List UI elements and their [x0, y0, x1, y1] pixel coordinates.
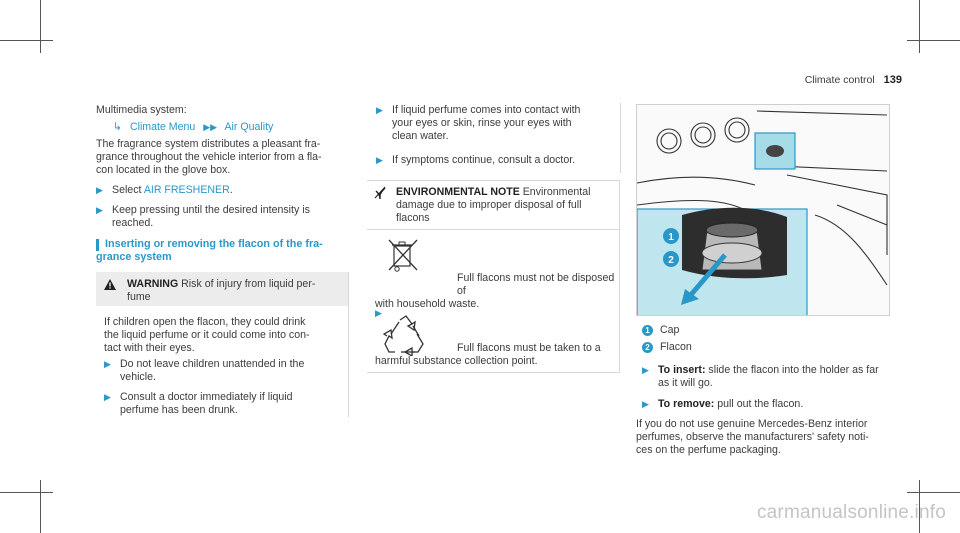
warning-triangle-icon	[104, 279, 116, 294]
flacon-illustration	[637, 105, 890, 316]
environment-label: ENVIRONMENTAL NOTE	[396, 186, 520, 198]
bin-text	[375, 272, 615, 311]
step-arrow-icon: ▶	[376, 155, 383, 165]
warning-title	[127, 278, 342, 304]
text-line: harmful substance collection point.	[375, 355, 538, 367]
text-line: as it will go.	[658, 377, 713, 389]
warning-body	[104, 316, 344, 355]
step-text: Select	[112, 184, 144, 196]
step-insert	[642, 364, 896, 390]
text-line: Full flacons must not be disposed of	[457, 272, 615, 297]
text-line: Full flacons must be taken to a	[457, 342, 601, 354]
text-line: flacons	[396, 212, 430, 224]
warning-text: fume	[127, 291, 151, 303]
warning-border	[620, 103, 621, 173]
section-heading	[96, 238, 346, 264]
text-line: clean water.	[392, 130, 449, 142]
heading-line: Inserting or removing the flacon of the fra-	[105, 238, 323, 250]
text-line: grance throughout the vehicle interior from a fla-	[96, 151, 322, 163]
page-number: 139	[883, 74, 902, 86]
text-line: If children open the flacon, they could drink	[104, 316, 306, 328]
text-line: tact with their eyes.	[104, 342, 195, 354]
warning-label: WARNING	[127, 278, 179, 290]
step-label: To remove:	[658, 398, 715, 410]
environment-text: Environmental	[519, 186, 591, 198]
crop-mark	[919, 0, 920, 53]
step-arrow-icon: ▶	[96, 205, 103, 215]
crop-mark	[907, 40, 960, 41]
warning-step-2	[104, 391, 344, 417]
step-arrow-icon: ▶	[104, 392, 111, 402]
menu-value: AIR FRESHENER	[143, 184, 230, 196]
flacon-figure	[636, 104, 890, 316]
watermark: carmanualsonline.info	[756, 502, 946, 523]
svg-text:2: 2	[668, 255, 674, 266]
callout-badge: 1	[642, 325, 653, 336]
crop-mark	[907, 492, 960, 493]
legend-item	[642, 324, 679, 337]
box-divider	[367, 229, 620, 230]
step-select	[96, 184, 346, 197]
step-arrow-icon: ▶	[96, 185, 103, 195]
text-line: Consult a doctor immediately if liquid	[120, 391, 293, 403]
text-line: perfume has been drunk.	[120, 404, 238, 416]
step-arrow-icon: ▶	[642, 399, 649, 409]
step-arrow-icon: ▶	[104, 359, 111, 369]
legend-item	[642, 341, 692, 354]
nav-item-climate-menu: Climate Menu	[129, 121, 196, 133]
genuine-perfume-paragraph	[636, 418, 896, 457]
crop-mark	[40, 480, 41, 533]
text-line: vehicle.	[120, 371, 156, 383]
legend-label: Flacon	[660, 341, 692, 353]
nav-arrow-icon: ↳	[113, 121, 122, 133]
text-line: con located in the glove box.	[96, 164, 231, 176]
heading-line: grance system	[96, 251, 172, 263]
step-arrow-icon: ▶▶	[203, 122, 218, 132]
running-header	[805, 74, 902, 87]
crop-mark	[0, 40, 53, 41]
step-text: pull out the flacon.	[714, 398, 804, 410]
step-keep-pressing	[96, 204, 346, 230]
text-line: The fragrance system distributes a pleasant fra-	[96, 138, 321, 150]
intro-paragraph	[96, 138, 346, 177]
step-text: .	[229, 184, 233, 196]
section-title: Climate control	[804, 74, 875, 86]
multimedia-intro: Multimedia system:	[96, 104, 187, 116]
environment-icon	[374, 186, 386, 204]
text-line: the liquid perfume or it could come into con-	[104, 329, 310, 341]
step-label: To insert:	[658, 364, 706, 376]
warning-step-3	[376, 104, 616, 143]
warning-step-4	[376, 154, 616, 167]
crop-mark	[0, 492, 53, 493]
text-line: If liquid perfume comes into contact with	[392, 104, 581, 116]
text-line: reached.	[112, 217, 154, 229]
text-line: your eyes or skin, rinse your eyes with	[392, 117, 572, 129]
step-text: slide the flacon into the holder as far	[705, 364, 879, 376]
nav-path	[113, 121, 273, 134]
step-arrow-icon: ▶	[642, 365, 649, 375]
environment-note	[396, 186, 616, 225]
warning-step-1	[104, 358, 344, 384]
text-line: Do not leave children unattended in the	[120, 358, 305, 370]
text-line: If you do not use genuine Mercedes-Benz interior	[636, 418, 868, 430]
step-text: If symptoms continue, consult a doctor.	[392, 154, 576, 166]
step-arrow-icon: ▶	[375, 308, 382, 318]
warning-text: Risk of injury from liquid per-	[178, 278, 316, 290]
text-line: perfumes, observe the manufacturers' safety noti-	[636, 431, 869, 443]
heading-bar	[96, 239, 99, 251]
step-arrow-icon: ▶	[376, 105, 383, 115]
callout-badge: 2	[642, 342, 653, 353]
step-remove	[642, 398, 896, 411]
legend-label: Cap	[660, 324, 680, 336]
warning-border	[348, 272, 349, 417]
nav-item-air-quality: Air Quality	[224, 121, 274, 133]
text-line: Keep pressing until the desired intensity is	[112, 204, 310, 216]
text-line: damage due to improper disposal of full	[396, 199, 582, 211]
crop-mark	[40, 0, 41, 53]
text-line: ces on the perfume packaging.	[636, 444, 781, 456]
svg-text:1: 1	[668, 232, 674, 243]
text-line: with household waste.	[375, 298, 480, 310]
recycle-text	[375, 342, 615, 368]
